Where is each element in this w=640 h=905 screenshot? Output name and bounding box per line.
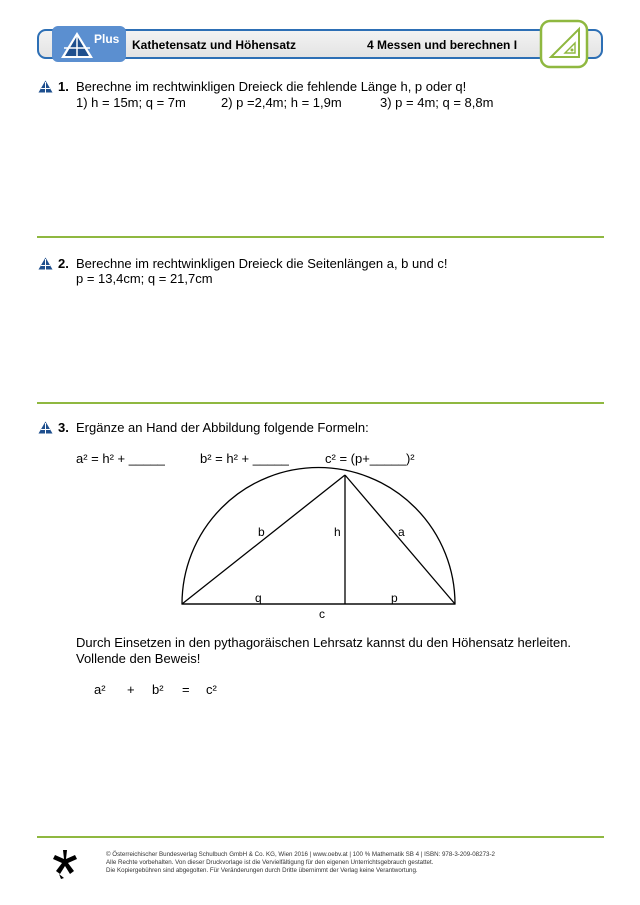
task-3-number: 3. [58,420,69,435]
equation-c-squared: c² [206,682,217,697]
logo-text: Plus [94,32,120,46]
task-1-text: Berechne im rechtwinkligen Dreieck die fehlende Länge h, p oder q! [76,79,467,94]
task-2-number: 2. [58,256,69,271]
task-1-item-2: 2) p =2,4m; h = 1,9m [221,95,342,110]
task-2-text: Berechne im rechtwinkligen Dreieck die Seitenlängen a, b und c! [76,256,448,271]
label-h: h [334,525,341,539]
plus-logo-icon [50,24,128,64]
footer-divider [37,836,604,838]
proof-instruction: Durch Einsetzen in den pythagoräischen Lehrsatz kannst du den Höhensatz herleiten. [76,635,572,650]
formula-a-squared: a² = h² + _____ [76,451,165,466]
task-2-given: p = 13,4cm; q = 21,7cm [76,271,213,286]
proof-prompt: Vollende den Beweis! [76,651,201,666]
semicircle-triangle-figure [176,466,461,626]
task-triangle-icon [38,257,53,270]
label-q: q [255,591,262,605]
formula-b-squared: b² = h² + _____ [200,451,289,466]
label-b: b [258,525,265,539]
section-divider [37,402,604,404]
footer-copyright: © Österreichischer Bundesverlag Schulbuch GmbH & Co. KG, Wien 2016 | www.oebv.at | 100 % Mathematik SB 4 | ISBN: 978-3-209-08273-2 [106,851,495,858]
label-p: p [391,591,398,605]
equation-equals: = [182,682,190,697]
publisher-logo-icon [50,848,80,880]
cathetus-b [182,475,345,604]
semicircle-arc [182,468,455,605]
task-triangle-icon [38,80,53,93]
footer-rights: Alle Rechte vorbehalten. Von dieser Druckvorlage ist die Vervielfältigung für den eigenen Unterrichtsgebrauch gestattet. [106,859,434,866]
section-divider [37,236,604,238]
task-1-number: 1. [58,79,69,94]
equation-a-squared: a² [94,682,106,697]
task-1-item-3: 3) p = 4m; q = 8,8m [380,95,494,110]
equation-plus: + [127,682,135,697]
page-title: Kathetensatz und Höhensatz [132,38,297,52]
label-c: c [319,607,325,621]
formula-c-squared: c² = (p+_____)² [325,451,415,466]
task-1-item-1: 1) h = 15m; q = 7m [76,95,186,110]
footer-disclaimer: Die Kopiergebühren sind abgegolten. Für Veränderungen durch Dritte übernimmt der Verlag keine Verantwortung. [106,867,418,874]
label-a: a [398,525,405,539]
chapter-title: 4 Messen und berechnen I [367,38,518,52]
task-3-text: Ergänze an Hand der Abbildung folgende Formeln: [76,420,369,435]
equation-b-squared: b² [152,682,164,697]
task-triangle-icon [38,421,53,434]
triangle-ruler-icon [539,19,591,69]
